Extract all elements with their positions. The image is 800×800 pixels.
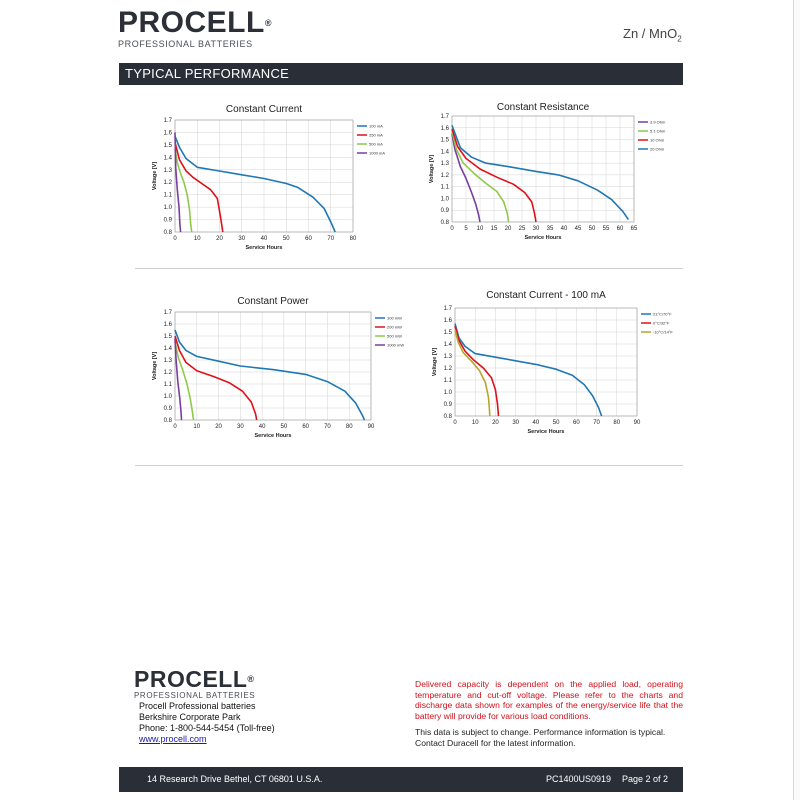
x-tick-label: 70 — [593, 420, 600, 426]
chart-title: Constant Power — [237, 296, 309, 307]
brand-tagline: PROFESSIONAL BATTERIES — [118, 39, 253, 49]
y-tick-label: 1.4 — [163, 346, 172, 352]
data-note — [415, 727, 685, 748]
y-tick-label: 0.9 — [163, 217, 172, 224]
y-tick-label: 1.7 — [163, 118, 172, 124]
x-tick-label: 15 — [490, 226, 498, 232]
y-tick-label: 0.9 — [163, 406, 172, 412]
y-tick-label: 1.6 — [440, 125, 449, 132]
x-tick-label: 80 — [345, 424, 353, 430]
series-line — [455, 324, 602, 416]
legend-label: 500 mA — [369, 141, 383, 147]
x-tick-label: 65 — [630, 226, 638, 232]
y-tick-label: 1.2 — [443, 366, 452, 372]
footer-bar — [119, 767, 683, 792]
x-tick-label: 0 — [173, 424, 177, 430]
x-tick-label: 60 — [572, 420, 580, 426]
series-line — [175, 330, 365, 420]
legend-label: 10 Ohm — [650, 137, 665, 143]
chart-divider — [135, 268, 683, 269]
y-tick-label: 1.1 — [443, 378, 452, 384]
x-tick-label: 50 — [282, 236, 290, 242]
chart-constant-current-100ma — [420, 286, 685, 444]
y-tick-label: 1.6 — [163, 130, 172, 137]
x-tick-label: 25 — [518, 226, 526, 232]
procell-logo — [118, 8, 272, 49]
chart-constant-current — [140, 100, 395, 260]
y-tick-label: 1.6 — [163, 322, 172, 328]
y-tick-label: 1.3 — [163, 167, 172, 174]
y-tick-label: 0.8 — [440, 220, 449, 226]
chemistry-subscript: 2 — [677, 34, 682, 44]
y-axis-label: Voltage [V] — [152, 161, 158, 191]
brand-name: PROCELL — [118, 6, 265, 39]
x-tick-label: 90 — [367, 424, 375, 430]
chemistry-main: Zn / MnO — [623, 26, 678, 41]
legend-label: 100 mW — [387, 315, 402, 321]
brand-tagline-footer: PROFESSIONAL BATTERIES — [134, 691, 256, 700]
y-tick-label: 1.1 — [163, 382, 172, 388]
chart-divider — [135, 465, 683, 466]
legend-label: 500 mW — [387, 333, 402, 339]
legend-label: 250 mA — [369, 132, 383, 138]
x-axis-label: Service Hours — [524, 235, 562, 241]
plot-frame — [175, 312, 371, 420]
y-tick-label: 1.0 — [440, 196, 449, 203]
x-tick-label: 30 — [238, 236, 246, 242]
document-code: PC1400US0919 — [546, 774, 612, 784]
y-tick-label: 1.4 — [443, 342, 452, 348]
x-tick-label: 45 — [574, 226, 582, 232]
x-tick-label: 60 — [302, 424, 310, 430]
x-tick-label: 50 — [280, 424, 288, 430]
registered-mark-footer: ® — [247, 674, 255, 684]
x-tick-label: 20 — [492, 420, 499, 426]
legend-label: 20 Ohm — [650, 146, 665, 152]
x-tick-label: 60 — [616, 226, 624, 232]
legend-label: 1000 mA — [369, 150, 386, 156]
y-tick-label: 1.3 — [440, 161, 449, 168]
chart-title: Constant Current - 100 mA — [486, 290, 606, 301]
x-tick-label: 35 — [546, 226, 554, 232]
x-tick-label: 70 — [324, 424, 331, 430]
y-tick-label: 1.3 — [163, 358, 172, 364]
y-tick-label: 1.0 — [163, 394, 172, 400]
x-tick-label: 10 — [476, 226, 484, 232]
x-tick-label: 70 — [327, 236, 335, 242]
legend-label: 21°C/70°F — [653, 311, 672, 317]
x-tick-label: 50 — [588, 226, 596, 232]
x-tick-label: 0 — [453, 420, 457, 426]
series-line — [175, 136, 335, 232]
x-tick-label: 10 — [471, 420, 479, 426]
x-tick-label: 80 — [349, 236, 357, 242]
y-tick-label: 1.6 — [443, 318, 452, 324]
legend-label: 200 mW — [387, 324, 402, 330]
y-tick-label: 0.8 — [163, 230, 172, 236]
y-tick-label: 1.2 — [163, 370, 172, 376]
y-tick-label: 0.9 — [440, 208, 449, 215]
chart-title: Constant Current — [225, 104, 303, 115]
y-tick-label: 1.0 — [163, 205, 172, 212]
x-axis-label: Service Hours — [527, 429, 565, 435]
x-tick-label: 0 — [173, 236, 177, 242]
y-axis-label: Voltage [V] — [429, 154, 435, 184]
x-tick-label: 90 — [633, 420, 641, 426]
series-line — [175, 336, 257, 420]
x-tick-label: 20 — [216, 236, 223, 242]
brand-wordmark — [118, 8, 272, 38]
x-tick-label: 50 — [552, 420, 560, 426]
x-tick-label: 20 — [215, 424, 222, 430]
plot-frame — [455, 308, 637, 416]
data-note-line2: Contact Duracell for the latest information. — [415, 737, 576, 748]
legend-label: 100 mA — [369, 123, 383, 129]
x-tick-label: 5 — [464, 226, 468, 232]
contact-company: Procell Professional batteries — [139, 701, 256, 711]
x-tick-label: 60 — [305, 236, 312, 242]
y-tick-label: 0.9 — [443, 402, 452, 408]
page-edge — [793, 0, 800, 800]
series-line — [455, 326, 499, 416]
x-tick-label: 40 — [560, 226, 568, 232]
x-tick-label: 55 — [602, 226, 610, 232]
section-title: TYPICAL PERFORMANCE — [125, 66, 290, 81]
chart-title: Constant Resistance — [496, 102, 590, 113]
series-line — [175, 142, 223, 232]
y-tick-label: 1.5 — [163, 334, 172, 340]
x-tick-label: 40 — [532, 420, 540, 426]
y-tick-label: 1.7 — [163, 310, 172, 316]
x-tick-label: 40 — [258, 424, 266, 430]
y-tick-label: 1.7 — [440, 114, 449, 120]
y-tick-label: 1.2 — [440, 172, 449, 179]
y-tick-label: 1.7 — [443, 306, 452, 312]
chemistry-label — [623, 26, 682, 44]
y-tick-label: 1.4 — [440, 149, 449, 156]
legend-label: -10°C/14°F — [653, 329, 673, 335]
y-axis-label: Voltage [V] — [152, 351, 158, 381]
y-tick-label: 0.8 — [443, 414, 452, 420]
data-note-line1: This data is subject to change. Performance information is typical. — [415, 727, 666, 737]
x-tick-label: 30 — [512, 420, 520, 426]
procell-logo-footer — [134, 668, 255, 700]
y-tick-label: 1.3 — [443, 354, 452, 360]
x-tick-label: 0 — [450, 226, 454, 232]
capacity-disclaimer: Delivered capacity is dependent on the applied load, operating temperature and cut-off voltage. Please refer to the charts and discharge data shown for examples of the energy/service life that the battery will provide for various load conditions. — [415, 679, 683, 721]
chart-constant-power — [140, 292, 405, 450]
footer-address: 14 Research Drive Bethel, CT 06801 U.S.A. — [147, 774, 323, 784]
x-axis-label: Service Hours — [245, 245, 283, 251]
x-tick-label: 20 — [504, 226, 512, 232]
y-tick-label: 1.1 — [440, 184, 449, 191]
website-link[interactable]: www.procell.com — [139, 734, 207, 744]
brand-name-footer: PROCELL — [134, 666, 248, 692]
y-axis-label: Voltage [V] — [432, 347, 438, 377]
y-tick-label: 1.5 — [163, 142, 172, 149]
contact-phone: Phone: 1-800-544-5454 (Toll-free) — [139, 723, 275, 733]
x-tick-label: 10 — [193, 236, 201, 242]
x-tick-label: 40 — [260, 236, 268, 242]
contact-info — [139, 701, 275, 745]
y-tick-label: 1.1 — [163, 192, 172, 199]
x-tick-label: 80 — [613, 420, 621, 426]
legend-label: 5.1 Ohm — [650, 128, 666, 134]
chart-constant-resistance — [420, 98, 685, 250]
y-tick-label: 1.2 — [163, 180, 172, 187]
x-axis-label: Service Hours — [254, 433, 292, 439]
x-tick-label: 10 — [193, 424, 201, 430]
legend-label: 1000 mW — [387, 342, 405, 348]
legend-label: 3.9 Ohm — [650, 119, 666, 125]
y-tick-label: 0.8 — [163, 418, 172, 424]
x-tick-label: 30 — [532, 226, 540, 232]
registered-mark: ® — [264, 18, 272, 28]
y-tick-label: 1.0 — [443, 390, 452, 396]
series-line — [452, 131, 509, 222]
section-banner — [119, 63, 683, 85]
brand-wordmark-footer — [134, 668, 255, 691]
contact-location: Berkshire Corporate Park — [139, 712, 241, 722]
page-number: Page 2 of 2 — [622, 774, 669, 784]
x-tick-label: 30 — [236, 424, 244, 430]
y-tick-label: 1.5 — [440, 137, 449, 144]
legend-label: 0°C/32°F — [653, 320, 670, 326]
y-tick-label: 1.4 — [163, 155, 172, 162]
y-tick-label: 1.5 — [443, 330, 452, 336]
